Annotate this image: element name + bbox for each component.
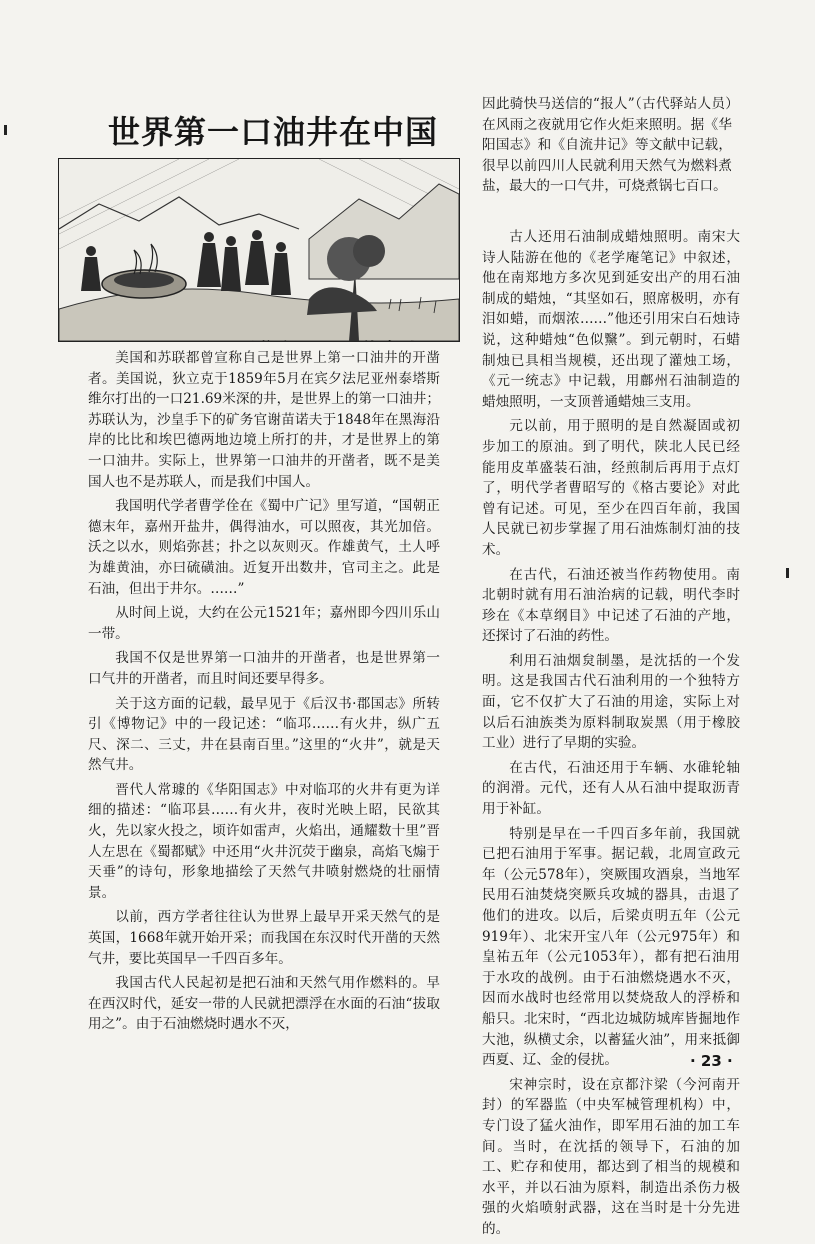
author-name [362, 340, 422, 342]
margin-tick-mark [4, 125, 7, 135]
page-number: · 23 · [690, 1052, 733, 1070]
paragraph: 古人还用石油制成蜡烛照明。南宋大诗人陆游在他的《老学庵笔记》中叙述，他在南郑地方多次见到延安出产的用石油制成的蜡烛，“其坚如石，照席极明，亦有泪如蜡，而烟浓……”他还引用宋白石烛诗说，这种蜡烛“色似黳”。到元朝时，石蜡制烛已具相当规模，还出现了灌烛工场，《元一统志》中记载，用鄜州石油制造的蜡烛照明，一支顶普通蜡烛三支用。 [482, 229, 740, 410]
author-name [239, 340, 299, 342]
paragraph: 在古代，石油还被当作药物使用。南北朝时就有用石油治病的记载，明代李时珍在《本草纲目》中记述了石油的产地，还探讨了石油的药性。 [482, 566, 740, 645]
paragraph: 我国明代学者曹学佺在《蜀中广记》里写道，“国朝正德末年，嘉州开盐井，偶得油水，可以照夜，其光加倍。沃之以水，则焰弥甚；扑之以灰则灭。作雄黄气，土人呼为雄黄油，亦曰硫磺油。近复开出数井，官司主之。此是石油，但出于井尔。……” [88, 498, 440, 597]
right-column-text [482, 227, 740, 1244]
paragraph: 我国不仅是世界第一口油井的开凿者，也是世界第一口气井的开凿者，而且时间还要早得多。 [88, 650, 440, 687]
paragraph: 在古代，石油还用于车辆、水碓轮轴的润滑。元代，还有人从石油中提取沥青用于补缸。 [482, 759, 740, 818]
paragraph: 美国和苏联都曾宣称自己是世界上第一口油井的开凿者。美国说，狄立克于1859年5月在宾夕法尼亚州泰塔斯维尔打出的一口21.69米深的井，是世界上的第一口油井；苏联认为，沙皇手下的矿务官谢苗诺夫于1848年在黑海沿岸的比比和埃巴德两地边境上所打的井，才是世界上的第一口油井。实际上，世界第一口油井的开凿者，既不是美国人也不是苏联人，而是我们中国人。 [88, 350, 440, 490]
paragraph: 因此骑快马送信的“报人”（古代驿站人员）在风雨之夜就用它作火炬来照明。据《华阳国志》和《自流井记》等文献中记载，很早以前四川人民就利用天然气为燃料煮盐，最大的一口气井，可烧煮锅七百口。 [482, 96, 732, 195]
paragraph: 晋代人常璩的《华阳国志》中对临邛的火井有更为详细的描述：“临邛县……有火井，夜时光映上昭，民欲其火，先以家火投之，顷许如雷声，火焰出，通耀数十里”晋人左思在《蜀都赋》中还用“火井沉荧于幽泉，高焰飞煽于天垂”的诗句，形象地描绘了天然气井喷射燃烧的壮丽情景。 [88, 781, 440, 901]
right-column-continuation [482, 94, 732, 201]
paragraph: 元以前，用于照明的是自然凝固或初步加工的原油。到了明代，陕北人民已经能用皮革盛装石油，经煎制后再用于点灯了，明代学者曹昭写的《格古要论》对此曾有记述。可见，至少在四百年前，我国人民就已初步掌握了用石油炼制灯油的技术。 [482, 418, 740, 558]
article-authors [239, 335, 460, 342]
article-illustration [58, 158, 460, 342]
paragraph: 宋神宗时，设在京都汴梁（今河南开封）的军器监（中央军械管理机构）中，专门设了猛火油作，即军用石油的加工车间。当时，在沈括的领导下，石油的加工、贮存和使用，都达到了相当的规模和水平，并以石油为原料，制造出杀伤力极强的火焰喷射武器，这在当时是十分先进的。 [482, 1076, 740, 1237]
paragraph: 以前，西方学者往往认为世界上最早开采天然气的是英国，1668年就开始开采；而我国在东汉时代开凿的天然气井，要比英国早一千四百多年。 [88, 909, 440, 967]
paragraph: 关于这方面的记载，最早见于《后汉书·郡国志》所转引《博物记》中的一段记述：“临邛……有火井，纵广五尺、深二、三丈，井在县南百里。”这里的“火井”，就是天然气井。 [88, 695, 440, 774]
left-column-text [88, 348, 440, 1039]
paragraph: 从时间上说，大约在公元1521年；嘉州即今四川乐山一带。 [88, 605, 440, 642]
paragraph: 利用石油烟炱制墨，是沈括的一个发明。这是我国古代石油利用的一个独特方面，它不仅扩大了石油的用途，实际上对以后石油族类为原料制取炭黑（用于橡胶工业）进行了早期的实验。 [482, 652, 740, 752]
paragraph: 我国古代人民起初是把石油和天然气用作燃料的。早在西汉时代，延安一带的人民就把漂浮在水面的石油“拔取用之”。由于石油燃烧时遇水不灭， [88, 975, 440, 1033]
ancient-scene-illustration [59, 159, 459, 341]
paragraph: 特别是早在一千四百多年前，我国就已把石油用于军事。据记载，北周宣政元年（公元578年），突厥围攻酒泉，当地军民用石油焚烧突厥兵攻城的器具，击退了他们的进攻。以后，后梁贞明五年（公元919年）、北宋开宝八年（公元975年）和皇祐五年（公元1053年），都有把石油用于水攻的战例。由于石油燃烧遇水不灭，因而水战时也经常用以焚烧敌人的浮桥和船只。北宋时，“西北边城防城库皆掘地作大池，纵横丈余，以蓄猛火油”，用来抵御西夏、辽、金的侵扰。 [482, 825, 740, 1069]
article-title: 世界第一口油井在中国 [108, 113, 439, 151]
margin-tick-mark [786, 568, 789, 578]
